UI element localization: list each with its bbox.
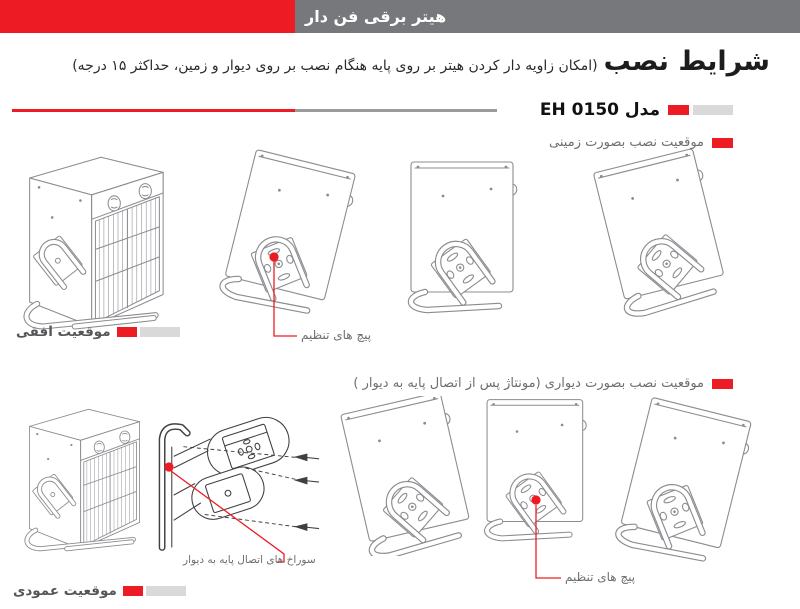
header-red-block	[0, 0, 295, 33]
horizontal-position-label	[16, 324, 180, 340]
red-tag-icon	[712, 138, 733, 148]
intro-description: (امکان زاویه دار کردن هیتر بر روی پایه هنگام نصب بر روی دیوار و زمین، حداکثر ۱۵ درجه)	[72, 57, 598, 74]
red-tag-icon	[117, 327, 137, 337]
divider-gray-segment	[295, 109, 497, 112]
red-tag-icon	[668, 105, 689, 115]
divider-red-segment	[12, 109, 295, 112]
horizontal-position-text: موقعیت افقی	[16, 324, 111, 340]
heater-3d-front-drawing	[12, 146, 177, 334]
gray-tag-icon	[140, 327, 180, 337]
red-tag-icon	[712, 379, 733, 389]
heater-tilted-right-wall-drawing	[605, 396, 760, 566]
heater-3d-side-drawing	[14, 400, 152, 555]
intro-line	[30, 46, 770, 77]
red-tag-icon	[123, 586, 143, 596]
adjust-screws-label-top: پیچ های تنظیم	[301, 328, 372, 342]
gray-tag-icon	[146, 586, 186, 596]
gray-tag-icon	[693, 105, 733, 115]
heater-tilted-left-drawing	[580, 148, 740, 318]
model-label: مدل EH 0150	[539, 100, 660, 120]
vertical-position-label	[13, 583, 186, 599]
wall-holes-label: سوراخ های اتصال پایه به دیوار	[183, 554, 316, 566]
model-heading	[540, 100, 733, 120]
section-divider	[12, 109, 497, 112]
intro-heading: شرایط نصب	[603, 46, 770, 77]
wall-section-heading	[353, 376, 733, 391]
adjust-screws-label-bottom: پیچ های تنظیم	[565, 570, 636, 584]
heater-back-upright-drawing	[395, 156, 525, 316]
heater-tilted-right-drawing	[205, 148, 365, 318]
vertical-position-text: موقعیت عمودی	[13, 583, 117, 599]
wall-bracket-drawing	[150, 406, 335, 561]
wall-section-title: موقعیت نصب بصورت دیواری (مونتاژ پس از اتصال پایه به دیوار )	[353, 376, 704, 391]
heater-tilted-left-wall-drawing	[330, 396, 480, 556]
page-title: هیتر برقی فن دار	[305, 7, 447, 26]
header-bar	[0, 0, 800, 33]
heater-back-upright-wall-drawing	[468, 394, 598, 544]
ground-section-title: موقعیت نصب بصورت زمینی	[549, 135, 704, 150]
